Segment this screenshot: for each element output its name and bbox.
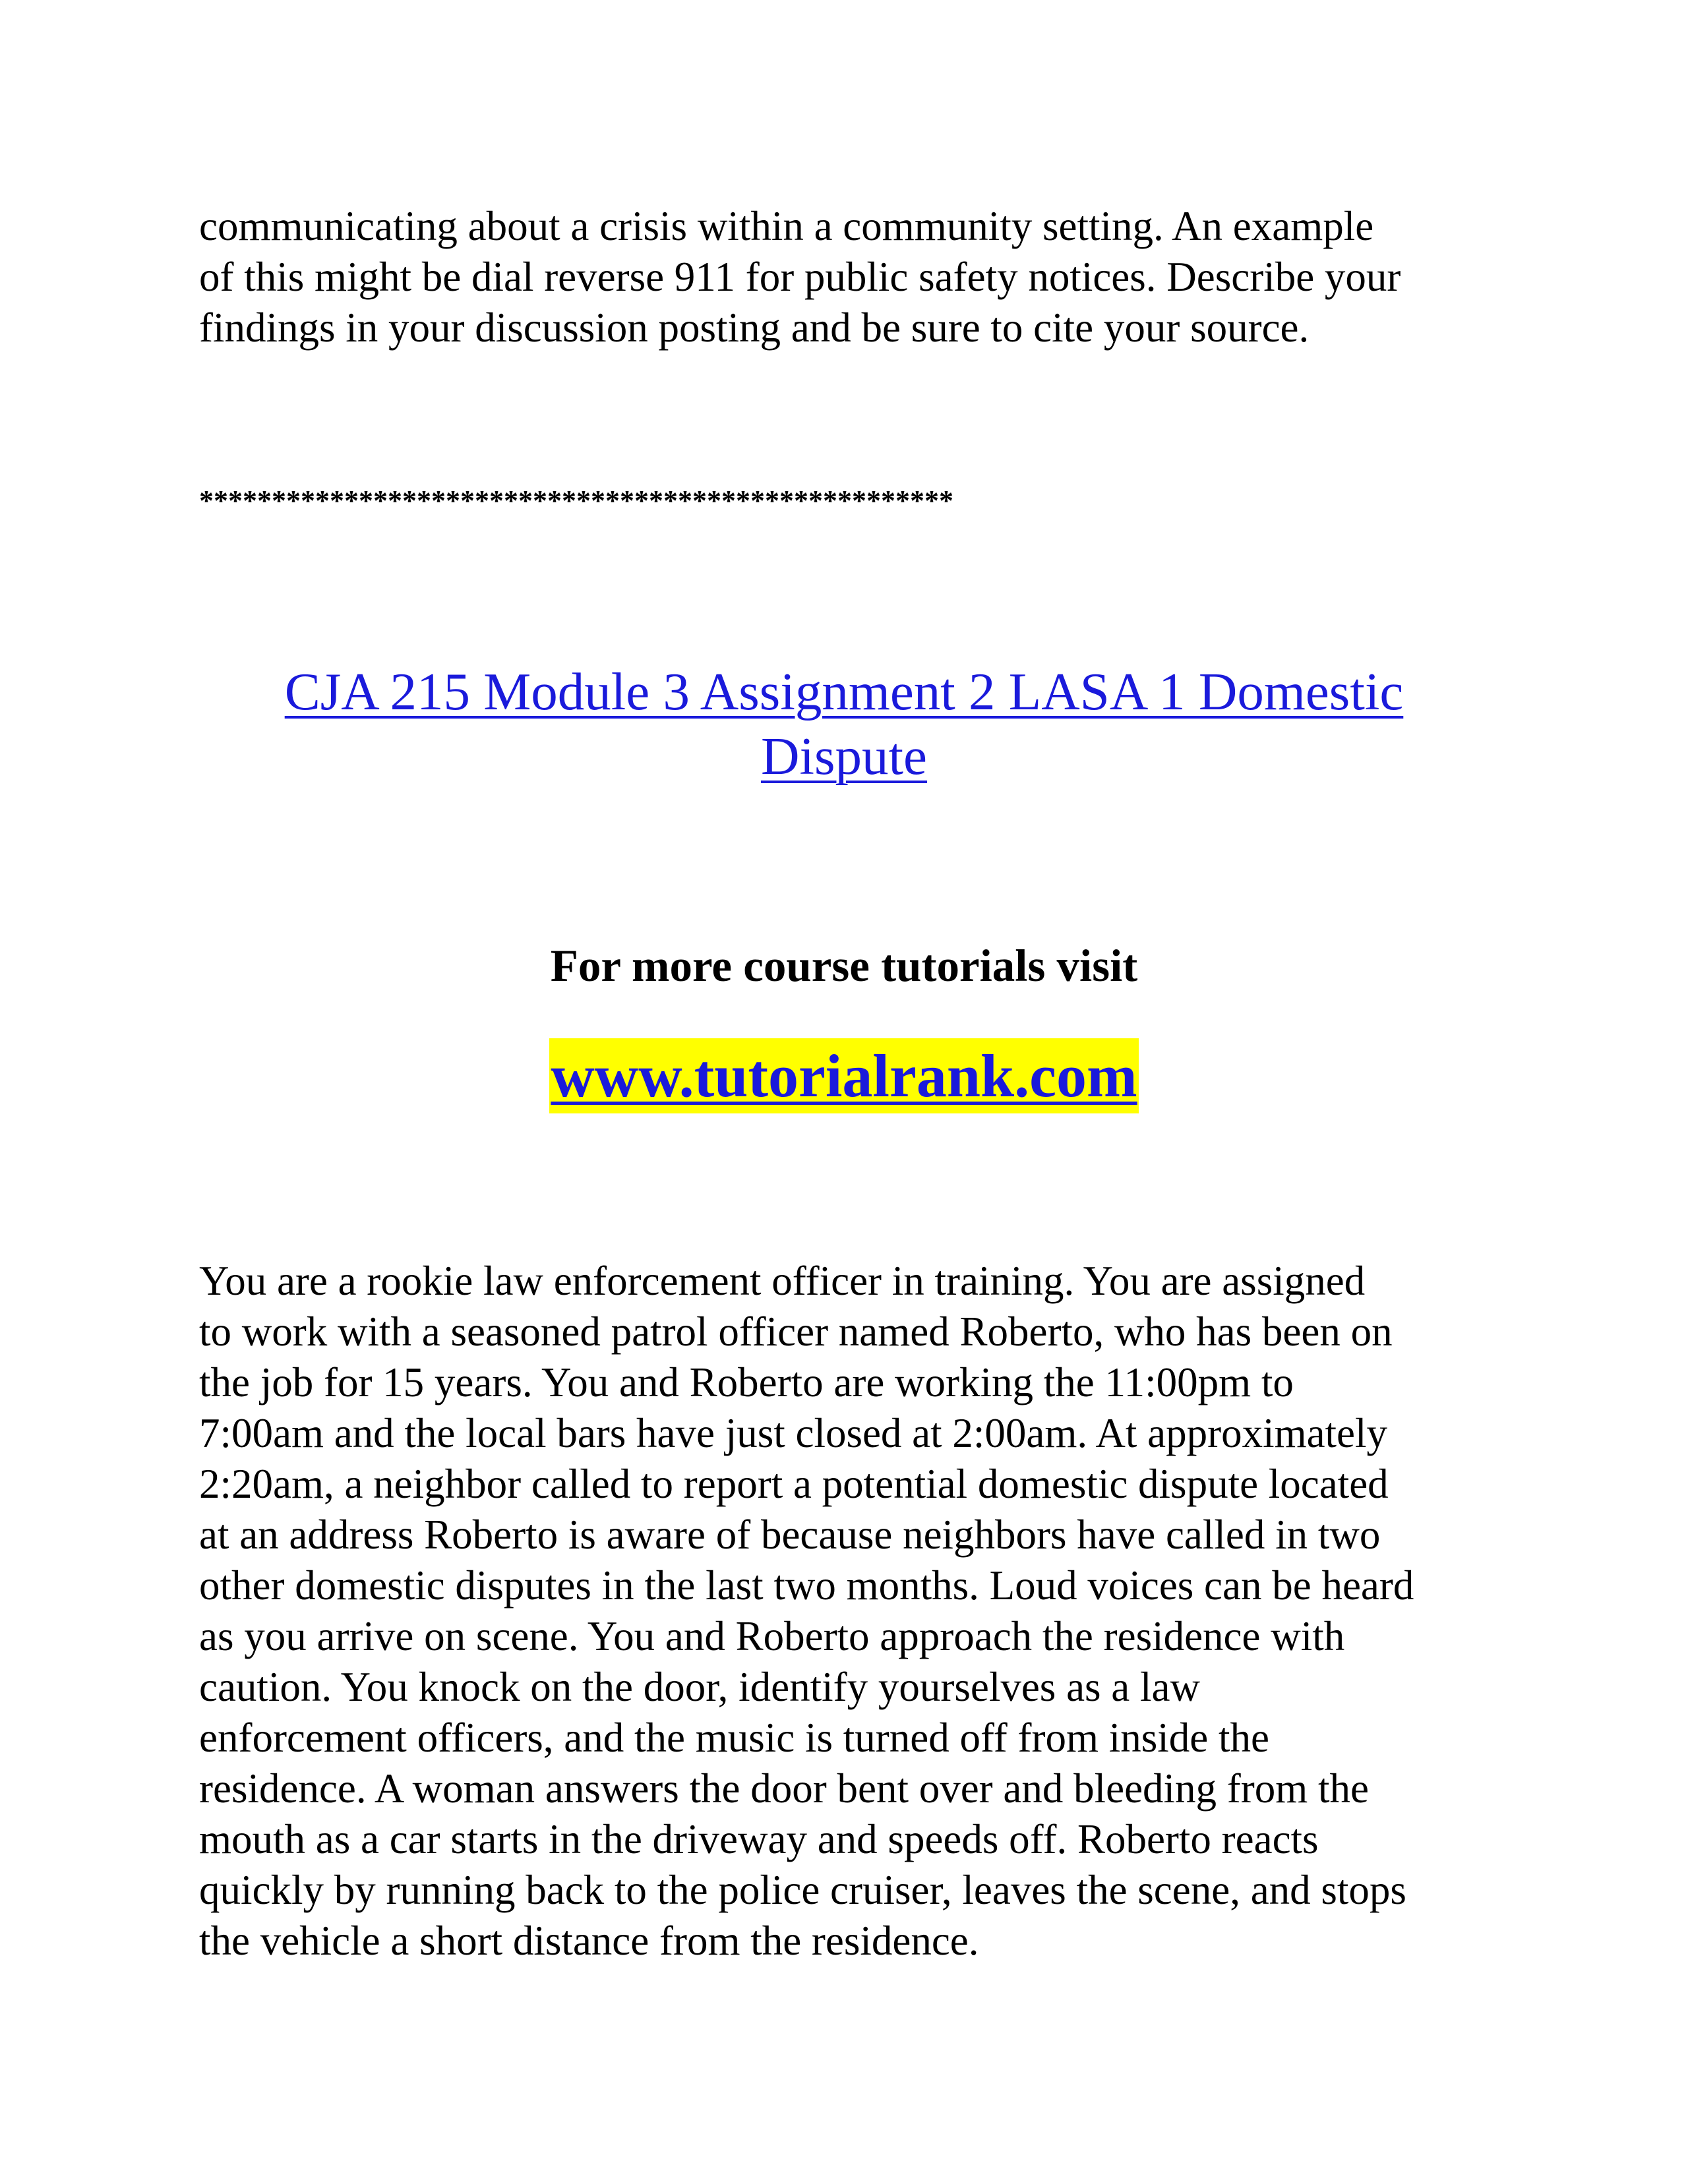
scenario-line: the job for 15 years. You and Roberto are working the 11:00pm to bbox=[199, 1359, 1294, 1405]
scenario-line: quickly by running back to the police cruiser, leaves the scene, and stops bbox=[199, 1867, 1406, 1913]
intro-line: findings in your discussion posting and be sure to cite your source. bbox=[199, 305, 1310, 351]
title-line[interactable]: Dispute bbox=[761, 726, 927, 786]
scenario-line: 7:00am and the local bars have just closed at 2:00am. At approximately bbox=[199, 1410, 1388, 1456]
scenario-line: 2:20am, a neighbor called to report a potential domestic dispute located bbox=[199, 1461, 1389, 1507]
scenario-line: You are a rookie law enforcement officer in training. You are assigned bbox=[199, 1258, 1366, 1304]
asterisk-separator: **************************************************** bbox=[199, 485, 953, 517]
title-line[interactable]: CJA 215 Module 3 Assignment 2 LASA 1 Domestic bbox=[284, 662, 1404, 721]
scenario-paragraph bbox=[199, 1256, 1518, 1966]
document-title-link[interactable] bbox=[0, 659, 1688, 788]
scenario-line: residence. A woman answers the door bent over and bleeding from the bbox=[199, 1765, 1369, 1812]
intro-paragraph bbox=[199, 201, 1518, 353]
promo-website-link[interactable]: www.tutorialrank.com bbox=[549, 1038, 1138, 1113]
scenario-line: at an address Roberto is aware of because neighbors have called in two bbox=[199, 1512, 1381, 1558]
scenario-line: to work with a seasoned patrol officer named Roberto, who has been on bbox=[199, 1309, 1393, 1355]
scenario-line: as you arrive on scene. You and Roberto approach the residence with bbox=[199, 1613, 1345, 1659]
scenario-line: enforcement officers, and the music is turned off from inside the bbox=[199, 1715, 1269, 1761]
promo-heading: For more course tutorials visit bbox=[550, 941, 1138, 991]
scenario-line: mouth as a car starts in the driveway and speeds off. Roberto reacts bbox=[199, 1816, 1319, 1862]
promo-link-container bbox=[0, 1038, 1688, 1113]
scenario-line: caution. You knock on the door, identify yourselves as a law bbox=[199, 1664, 1200, 1710]
intro-line: communicating about a crisis within a community setting. An example bbox=[199, 203, 1374, 249]
intro-line: of this might be dial reverse 911 for public safety notices. Describe your bbox=[199, 254, 1401, 300]
scenario-line: the vehicle a short distance from the residence. bbox=[199, 1918, 979, 1964]
scenario-line: other domestic disputes in the last two months. Loud voices can be heard bbox=[199, 1562, 1414, 1608]
